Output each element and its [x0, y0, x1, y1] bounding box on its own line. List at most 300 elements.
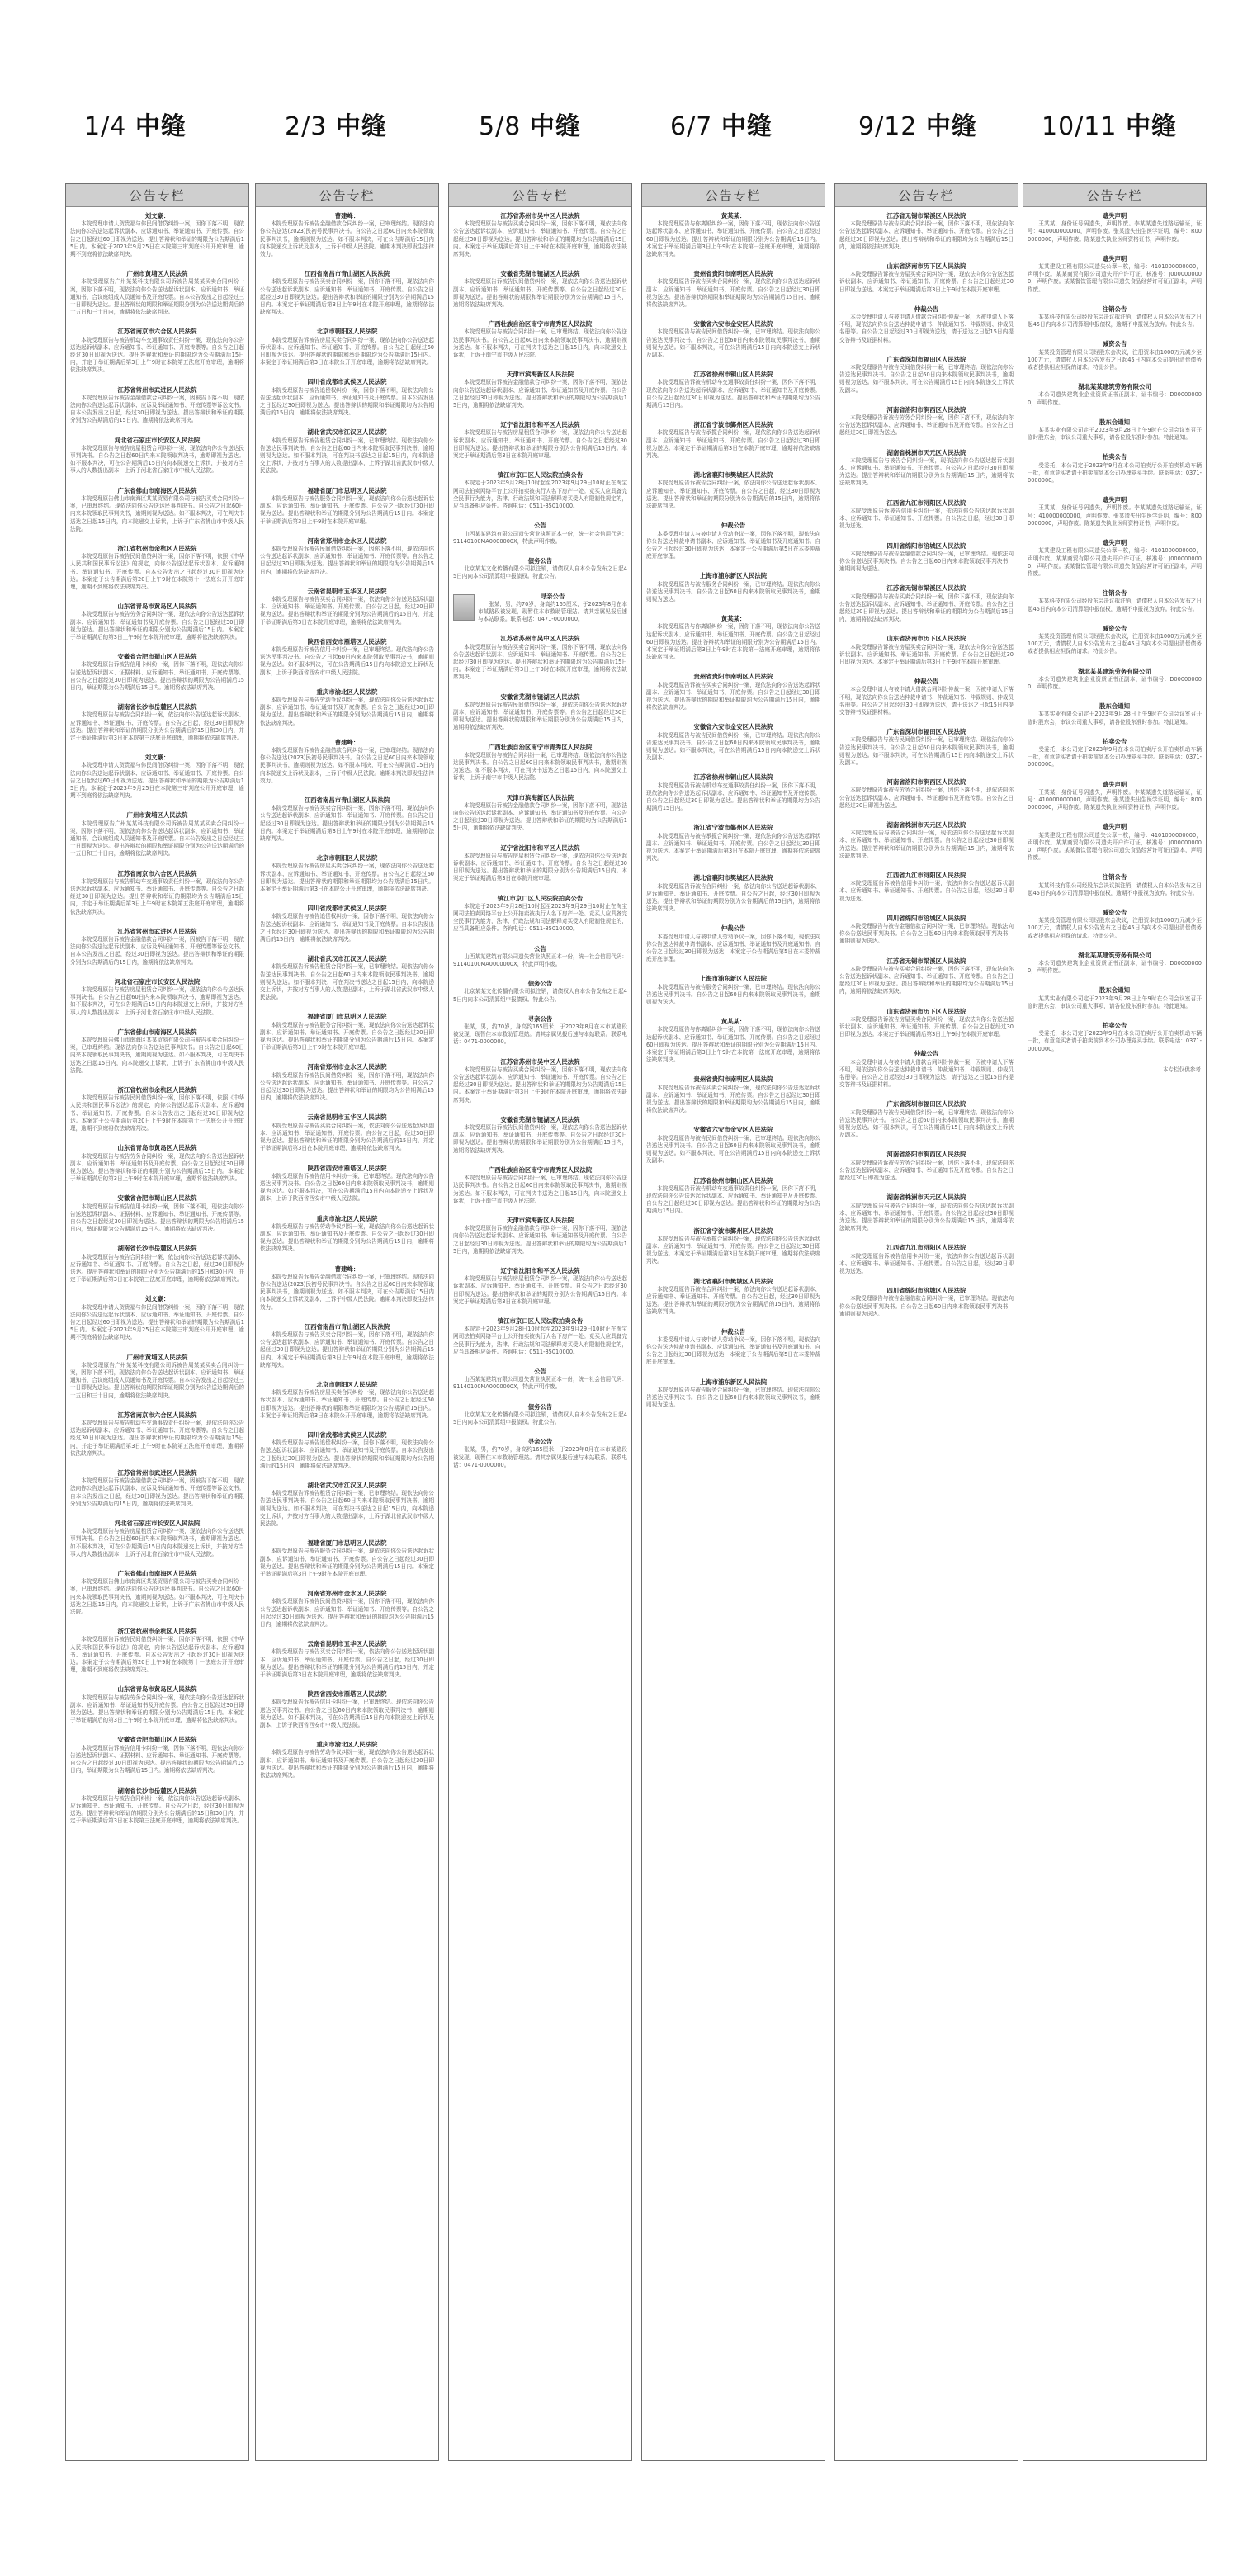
notice-column-3 [448, 183, 632, 2461]
notice-item [839, 1100, 1014, 1139]
notice-item [646, 874, 820, 913]
notice-body: 本公司遗失建筑业企业资质证书正副本，证书编号：D000000000，声明作废。 [1028, 675, 1202, 690]
notice-item [260, 328, 434, 366]
notice-body: 本院受理原告与被告房屋租赁合同纠纷一案，现依法向你公告送达起诉状副本、应诉通知书、举证通知书、开庭传票。自公告之日起经过30日即视为送达。提出答辩状和举证的期限分别为公告期满后15日内。本案定于举证期满后第3日在本院开庭审理。 [453, 429, 627, 460]
notice-title: 湖南省长沙市岳麓区人民法院 [117, 1245, 197, 1253]
notice-item [646, 615, 820, 661]
notice-title: 上海市浦东新区人民法院 [699, 572, 768, 580]
notice-title: 湖南省株洲市天元区人民法院 [886, 1193, 966, 1202]
notice-item [646, 572, 820, 603]
notice-body: 本院受理原告诉被告金融借款合同纠纷一案，因被告下落不明，现依法向你公告送达起诉状副本、应诉及举证通知书、开庭传票等诉讼文书。自本公告发出之日起，经过30日即视为送达。提出答辩状和举证的期限分别为公告期满后的15日内，逾期将依法缺席判决。 [70, 1477, 244, 1507]
notice-title: 江苏省常州市武进区人民法院 [117, 927, 197, 935]
notice-item [839, 1050, 1014, 1089]
notice-item [260, 796, 434, 843]
notice-item [646, 320, 820, 359]
notice-body: 某某科技有限公司经股东会决议拟注销，请债权人自本公告发布之日起45日内向本公司清算组申报债权，逾期不申报视为放弃。特此公告。 [1028, 882, 1202, 896]
notice-body: 本院受理原告诉被告民间借贷纠纷一案，因你下落不明，依照《中华人民共和国民事诉讼法》的规定，向你公告送达起诉状副本、应诉通知书、举证通知书、开庭传票。自本公告发出之日起经过30日即视为送达。本案定于公告期满后第20日上午9时在本院第十一法庭公开开庭审理，逾期不到庭将依法缺席判决。 [70, 553, 244, 590]
notice-body: 本院定于2023年9月28日10时起至2023年9月29日10时止在淘宝网司法拍卖网络平台上公开拍卖被执行人名下房产一处。竞买人应具备完全民事行为能力，法律、行政法规和司法解释对买受人有限制性规定的，应当具备相应条件。咨询电话：0511-85010000。 [453, 1326, 627, 1355]
notice-title: 云南省昆明市五华区人民法院 [307, 1640, 387, 1648]
notice-item [646, 824, 820, 863]
notice-body: 本院受理原告诉被告民间借贷纠纷一案，现依法向你公告送达起诉状副本、应诉通知书、举证通知书、开庭传票等。自公告之日起经过30日即视为送达。提出答辩状的期限和举证期限分别为公告期满后15日内，逾期将依法缺席判决。 [453, 701, 627, 731]
notice-item [1028, 1022, 1202, 1053]
notice-title: 上海市浦东新区人民法院 [699, 975, 768, 983]
notice-title: 江西省九江市浔阳区人民法院 [886, 499, 966, 507]
notice-item [453, 1058, 627, 1104]
notice-body: 本院受理原告诉被告合同纠纷一案，依法向你公告送达起诉状副本、应诉通知书、举证通知书、开庭传票。自公告之日起，经过30日即视为送达。提出答辩状和举证的期限分别为公告期满后的15日内，逾期将依法缺席判决。 [646, 480, 820, 510]
notice-title: 贵州省贵阳市南明区人民法院 [693, 270, 773, 278]
notice-item [70, 1295, 244, 1341]
notice-item [646, 975, 820, 1006]
notice-body: 本院受理原告与被告服务合同纠纷一案，现依法向你公告送达起诉状副本、应诉通知书、举证通知书、开庭传票。自公告之日起经过30日即视为送达。提出答辩状和举证的期限分别为公告期满后15日内。本案定于举证期满后第3日上午9时在本院开庭审理。 [260, 1021, 434, 1052]
notice-body: 受委托，本公司定于2023年9月在本公司拍卖厅公开拍卖机动车辆一批，有意竞买者请于拍卖前到本公司办理竞买手续。联系电话：0371-0000000。 [1028, 745, 1202, 768]
notice-body: 山西某某建筑有限公司遗失营业执照正本一份，统一社会信用代码：91140100MA0000000X，特此声明作废。 [453, 952, 627, 968]
notice-body: 本院受理原告诉被告金融借款合同纠纷一案，因你下落不明，现依法向你公告送达起诉状副本、应诉通知书、举证通知书及开庭传票。自公告之日起经过30日即视为送达。提出答辩状和举证的期限均为公告期满后15日内，逾期将依法缺席判决。 [453, 801, 627, 832]
notice-title: 安徽省六安市金安区人民法院 [693, 320, 773, 328]
notice-item [1028, 702, 1202, 726]
notice-body: 本院受理原告与被告合同纠纷一案，现依法向你公告送达起诉状副本、应诉通知书、举证通知书、开庭传票。自公告之日起经过30日即视为送达。提出答辩状和举证的期限分别为公告期满后15日内，逾期将依法缺席判决。 [839, 456, 1014, 487]
column-header: 公告专栏 [449, 184, 631, 207]
notice-body: 本院受理原告与被告买卖合同纠纷一案，依法向你公告送达起诉状副本、应诉通知书、举证通知书、开庭传票。自公告之日起，经过30日即视为送达。提出答辩状和举证的期限分别为公告期满后的15日内，并定于举证期满后第3日在本院开庭审理，逾期将依法缺席判决。 [260, 1122, 434, 1152]
notice-title: 仲裁公告 [721, 1327, 746, 1335]
notice-item [70, 1570, 244, 1616]
notice-body: 本院受理原告与被告合同纠纷一案，依法向你公告送达起诉状副本、应诉通知书、举证通知书、开庭传票。自公告之日起，经过30日即视为送达。提出答辩状和举证的期限分别为公告期满后的15日和30日内，并定于举证期满后第3日在本院第三法庭开庭审理，逾期将依法缺席判决。 [70, 711, 244, 741]
notice-item [260, 1323, 434, 1369]
notice-title: 贵州省贵阳市南明区人民法院 [693, 673, 773, 681]
notice-title: 公告 [534, 944, 546, 952]
notice-title: 安徽省芜湖市镜湖区人民法院 [500, 692, 580, 701]
notice-title: 浙江省宁波市鄞州区人民法院 [693, 421, 773, 429]
notice-body: 本院受理原告与被告买卖合同纠纷一案，因你下落不明，现依法向你公告送达起诉状副本、应诉通知书、举证通知书、开庭传票。自公告之日起经过30日即视为送达。提出答辩状和举证的期限分别为公告期满后15日内。本案定于举证期满后第3日上午9时在本院开庭审理，逾期将依法缺席判决。 [260, 805, 434, 842]
notice-body: 本院受理原告佛山市南海区某某贸易有限公司与被告买卖合同纠纷一案，已审理终结。现依法向你公告送达民事判决书。自公告之日起60日内来本院领取民事判决书，逾期则视为送达。如不服本判决，可在判决书送达之日起15日内，向本院递交上诉状，上诉于广东省佛山市中级人民法院。 [70, 1037, 244, 1074]
notice-body: 本院受理原告诉被告金融借款合同纠纷一案，已审理终结。现依法向你公告送达(2023)民初号民事判决书。自公告之日起60日内来本院领取民事判决书，逾期则视为送达。如不服本判决，可在公告期满后15日内向本院递交上诉状及副本，上诉于中级人民法院。逾期本判决即发生法律效力。 [260, 746, 434, 784]
notice-title: 湖北省武汉市江汉区人民法院 [307, 428, 387, 437]
notice-body: 本院受理原告与被告劳务合同纠纷一案，现依法向你公告送达起诉状副本、应诉通知书、举证通知书及开庭传票。自公告之日起经过30日即视为送达。提出答辩状和举证的期限分别为公告期满后15日内。本案定于举证期满后的第3日上午9时在本院开庭审理，逾期将依法缺席判决。 [70, 611, 244, 640]
notice-item [260, 378, 434, 417]
notice-body: 本院受理原告诉被告信用卡纠纷一案，因你下落不明，现依法向你公告送达起诉状副本、证据材料、应诉通知书、举证通知书、开庭传票等。自公告之日起经过30日即视为送达。提出答辩状的期限为公告期满后15日内，举证期限为公告期满后15日内。逾期将依法缺席判决。 [70, 661, 244, 691]
notice-body: 本院受理原告诉被告金融借款合同纠纷一案，已审理终结。现依法向你公告送达(2023)民初号民事判决书。自公告之日起60日内来本院领取民事判决书，逾期则视为送达。如不服本判决，可在公告期满后15日内向本院递交上诉状及副本，上诉于中级人民法院。逾期本判决即发生法律效力。 [260, 1273, 434, 1311]
notice-title: 安徽省六安市金安区人民法院 [693, 1126, 773, 1134]
notice-body: 山西某某建筑有限公司遗失营业执照正本一份，统一社会信用代码：91140100MA0000000X，特此声明作废。 [453, 530, 627, 545]
notice-body: 本会受理申请人与被申请人借款合同纠纷仲裁一案，因被申请人下落不明，现依法向你公告送达仲裁申请书、仲裁通知书、仲裁规则、仲裁员名册等。自公告之日起经过30日即视为送达，请于送达之日起15日内提交答辩书及证据材料。 [839, 686, 1014, 716]
notice-item [70, 1245, 244, 1283]
notice-title: 四川省绵阳市涪城区人民法院 [886, 1287, 966, 1295]
notice-item [453, 1116, 627, 1155]
notice-title: 江苏省苏州市吴中区人民法院 [500, 212, 580, 220]
notice-item [839, 542, 1014, 574]
notice-title: 天津市滨海新区人民法院 [506, 1216, 574, 1224]
notice-title: 江苏省南京市六合区人民法院 [117, 869, 197, 877]
notice-item [70, 1028, 244, 1075]
notice-item [70, 545, 244, 591]
notice-body: 本会受理申请人与被申请人借款合同纠纷仲裁一案，因被申请人下落不明，现依法向你公告送达仲裁申请书、仲裁通知书、仲裁规则、仲裁员名册等。自公告之日起经过30日即视为送达，请于送达之日起15日内提交答辩书及证据材料。 [839, 1058, 1014, 1089]
notice-item [260, 270, 434, 316]
notice-item [453, 844, 627, 883]
column-label-4: 6/7 中缝 [670, 112, 773, 141]
notice-item [646, 212, 820, 258]
notice-title: 浙江省杭州市余杭区人民法院 [117, 544, 197, 552]
notice-title: 公告 [534, 1367, 546, 1375]
notice-title: 江西省南昌市青山湖区人民法院 [304, 270, 390, 278]
notice-title: 山东省济南市历下区人民法院 [886, 635, 966, 643]
notice-item [453, 1166, 627, 1205]
notice-title: 山东省济南市历下区人民法院 [886, 1007, 966, 1015]
notice-item [839, 872, 1014, 903]
notice-item [1028, 453, 1202, 484]
notice-title: 安徽省合肥市蜀山区人民法院 [117, 1194, 197, 1203]
notice-body: 本院受理原告诉被告信用卡纠纷一案，已审理终结。现依法向你公告送达民事判决书。自公告之日起60日内来本院领取民事判决书，逾期则视为送达。如不服本判决，可在公告期满后15日内向本院递交上诉状及副本，上诉于陕西省西安市中级人民法院。 [260, 645, 434, 676]
notice-item [839, 1287, 1014, 1318]
notice-body: 本院受理原告诉被告劳务合同纠纷一案，因你下落不明，现依法向你公告送达起诉状副本、应诉通知书、举证通知书及开庭传票。自公告之日起经过30日即视为送达。 [839, 414, 1014, 437]
notice-item [453, 794, 627, 833]
notice-item [70, 386, 244, 425]
notice-body: 本院受理原告与被告合同纠纷一案，现依法向你公告送达起诉状副本、应诉通知书、举证通知书、开庭传票。自公告之日起经过30日即视为送达。提出答辩状和举证的期限分别为公告期满后15日内，逾期将依法缺席判决。 [839, 830, 1014, 859]
notice-item [260, 1265, 434, 1312]
notice-title: 江苏省南京市六合区人民法院 [117, 1411, 197, 1419]
notice-item [260, 955, 434, 1001]
notice-title: 江西省南昌市青山湖区人民法院 [304, 796, 390, 804]
notice-body: 本院受理原告诉被告劳务合同纠纷一案，因你下落不明，现依法向你公告送达起诉状副本、应诉通知书、举证通知书及开庭传票。自公告之日起经过30日即视为送达。 [839, 787, 1014, 809]
notice-item [839, 356, 1014, 395]
notice-body: 本院受理原告诉被告买卖合同纠纷一案，现依法向你公告送达起诉状副本、应诉通知书、举证通知书、开庭传票。自公告之日起经过30日即视为送达。提出答辩状的期限和举证期限均为公告期满后15日内，逾期将依法缺席判决。 [646, 278, 820, 309]
notice-item [1028, 418, 1202, 442]
notice-title: 浙江省宁波市鄞州区人民法院 [693, 1227, 773, 1235]
notice-title: 广西壮族自治区南宁市青秀区人民法院 [488, 743, 593, 751]
notice-item [453, 212, 627, 258]
notice-item [646, 723, 820, 762]
notice-body: 本院受理原告与被告承揽合同纠纷一案，现依法向你公告送达起诉状副本、应诉通知书、举证通知书、开庭传票。自公告之日起经过30日即视为送达。本案定于举证期满后第3日在本院开庭审理，逾期将依法缺席判决。 [646, 1235, 820, 1265]
notice-title: 公告 [534, 522, 546, 530]
notice-title: 减资公告 [1102, 340, 1127, 348]
notice-title: 河北省石家庄市长安区人民法院 [114, 1520, 201, 1528]
notice-title: 仲裁公告 [914, 678, 939, 686]
notice-title: 减资公告 [1102, 909, 1127, 916]
notice-body: 本院受理原告诉被告信用卡纠纷一案，已审理终结。现依法向你公告送达民事判决书。自公告之日起60日内来本院领取民事判决书，逾期则视为送达。如不服本判决，可在公告期满后15日内向本院递交上诉状及副本，上诉于陕西省西安市中级人民法院。 [260, 1172, 434, 1203]
notice-body: 本院受理原告诉被告机动车交通事故责任纠纷一案，因你下落不明，现依法向你公告送达起诉状副本、应诉通知书、举证通知书及开庭传票。自公告之日起经过30日即视为送达。提出答辩状和举证的期限均为公告期满后15日内。 [646, 1184, 820, 1215]
notice-item [260, 688, 434, 727]
notice-body: 本会受理申请人与被申请人借款合同纠纷仲裁一案，因被申请人下落不明，现依法向你公告送达仲裁申请书、仲裁通知书、仲裁规则、仲裁员名册等。自公告之日起经过30日即视为送达，请于送达之日起15日内提交答辩书及证据材料。 [839, 314, 1014, 343]
notice-title: 曹建峰： [334, 212, 360, 220]
notice-body: 本院受理原告佛山市南海区某某贸易有限公司与被告买卖合同纠纷一案，已审理终结。现依法向你公告送达民事判决书。自公告之日起60日内来本院领取民事判决书，逾期则视为送达。如不服本判决，可在判决书送达之日起15日内，向本院递交上诉状，上诉于广东省佛山市中级人民法院。 [70, 494, 244, 532]
notice-body: 本院受理原告与你离婚纠纷一案，因你下落不明，现依法向你公告送达起诉状副本、应诉通知书、举证通知书、开庭传票。自公告之日起经过60日即视为送达。提出答辩状和举证的期限分别为公告期满后15日内。本案定于举证期满后第3日上午9时在本院第一法庭开庭审理，逾期将依法缺席判决。 [646, 623, 820, 661]
notice-title: 辽宁省沈阳市和平区人民法院 [500, 1266, 580, 1274]
notice-title: 股东会通知 [1099, 702, 1130, 711]
notice-title: 债务公告 [527, 1402, 553, 1411]
notice-item [1028, 781, 1202, 812]
notice-body: 本院受理申请人贺贵福与你民间借贷纠纷一案，因你下落不明，现依法向你公告送达起诉状副本、应诉通知书、举证通知书、开庭传票。自公告之日起经过60日即视为送达。提出答辩状和举证的期限为公告期满后15日内。本案定于2023年9月25日在本院第三审判庭公开开庭审理，逾期不到庭将依法缺席判决。 [70, 1303, 244, 1341]
notice-item [70, 1411, 244, 1458]
notice-item [70, 212, 244, 258]
notice-item [839, 678, 1014, 716]
notice-item [1028, 668, 1202, 692]
notice-title: 安徽省芜湖市镜湖区人民法院 [500, 1115, 580, 1123]
notice-title: 四川省成都市武侯区人民法院 [307, 378, 387, 386]
notice-body: 本院受理原告与被告买卖合同纠纷一案，因你下落不明，现依法向你公告送达起诉状副本、应诉通知书、举证通知书、开庭传票。自公告之日起经过30日即视为送达。提出答辩状和举证的期限均为公告期满后15日内，逾期将依法缺席判决。 [839, 965, 1014, 995]
notice-item [260, 638, 434, 677]
notice-title: 重庆市渝北区人民法院 [316, 1214, 378, 1222]
notice-title: 广东省佛山市南海区人民法院 [117, 486, 197, 494]
notice-item [260, 1539, 434, 1578]
notice-title: 河北省石家庄市长安区人民法院 [114, 436, 201, 444]
notice-title: 河南省郑州市金水区人民法院 [307, 536, 387, 545]
notice-title: 曹建峰： [334, 738, 360, 746]
notice-body: 本院受理原告与被告民间借贷纠纷一案，已审理终结。现依法向你公告送达民事判决书。自公告之日起60日内来本院领取民事判决书，逾期则视为送达。如不服本判决，可在公告期满后15日内向本院递交上诉状及副本。 [839, 1108, 1014, 1139]
notice-title: 山东省青岛市黄岛区人民法院 [117, 1685, 197, 1694]
notice-title: 江苏省徐州市铜山区人民法院 [693, 773, 773, 782]
notice-item [1028, 909, 1202, 940]
notice-title: 仲裁公告 [914, 1050, 939, 1058]
notice-item [1028, 212, 1202, 243]
notice-item [453, 557, 627, 581]
notice-body: 本院受理原告与被告合同纠纷一案，依法向你公告送达起诉状副本、应诉通知书、举证通知书、开庭传票。自公告之日起，经过30日即视为送达。提出答辩状和举证的期限分别为公告期满后的15日和30日内，并定于举证期满后第3日在本院第三法庭开庭审理，逾期将依法缺席判决。 [70, 1253, 244, 1283]
column-header: 公告专栏 [1023, 184, 1206, 207]
notice-title: 刘文豪： [144, 754, 170, 762]
portrait-photo [453, 594, 475, 621]
notice-item [1028, 986, 1202, 1010]
notice-item [453, 522, 627, 546]
notice-item [260, 1431, 434, 1470]
notice-body: 某某实业有限公司定于2023年9月28日上午9时在公司会议室召开临时股东会，审议公司重大事项，请各位股东准时参加。特此通知。 [1028, 427, 1202, 442]
notice-title: 广东省深圳市福田区人民法院 [886, 1100, 966, 1108]
notice-body: 某某科技有限公司经股东会决议拟注销，请债权人自本公告发布之日起45日内向本公司清算组申报债权，逾期不申报视为放弃。特此公告。 [1028, 314, 1202, 328]
notice-title: 福建省厦门市思明区人民法院 [307, 486, 387, 494]
notice-item [646, 1177, 820, 1216]
notice-body: 某某建设工程有限公司遗失公章一枚，编号：4101000000000，声明作废。某某商贸有限公司遗失开户许可证，核准号：J0000000000，声明作废。某某餐饮管理有限公司遗失食品经营许可证正副本，声明作废。 [1028, 263, 1202, 293]
notice-body: 本院受理原告诉被告信用卡纠纷一案，依法向你公告送达起诉状副本、应诉通知书、举证通知书、开庭传票。自公告之日起，经过30日即视为送达。 [839, 880, 1014, 902]
notice-item [453, 693, 627, 732]
notice-body: 本院受理原告与被告承揽合同纠纷一案，现依法向你公告送达起诉状副本、应诉通知书、举证通知书、开庭传票。自公告之日起经过30日即视为送达。本案定于举证期满后第3日在本院开庭审理，逾期将依法缺席判决。 [646, 832, 820, 863]
notice-title: 江西省南昌市青山湖区人民法院 [304, 1322, 390, 1331]
notice-item [70, 603, 244, 641]
notice-item [260, 1215, 434, 1254]
notice-title: 辽宁省沈阳市和平区人民法院 [500, 421, 580, 429]
notice-title: 福建省厦门市思明区人民法院 [307, 1013, 387, 1021]
notice-body: 本院受理原告与被告买卖合同纠纷一案，因你下落不明，现依法向你公告送达起诉状副本、应诉通知书、举证通知书、开庭传票。自公告之日起经过30日即视为送达。提出答辩状和举证的期限均为公告期满后15日内，逾期将依法缺席判决。 [839, 220, 1014, 250]
notice-body: 本院受理原告广州某某科技有限公司诉被告周某某买卖合同纠纷一案，因你下落不明，现依法向你公告送达起诉状副本、应诉通知书、举证通知书、合议庭组成人员通知书及开庭传票。自本公告发出之日起经过三十日即视为送达。提出答辩状的期限和举证期限分别为公告送达期满后的十五日和三十日内，逾期将依法缺席判决。 [70, 820, 244, 858]
notice-column-2 [255, 183, 439, 2461]
notice-item [453, 1438, 627, 1469]
notice-body: 本院受理原告诉被告买卖合同纠纷一案，现依法向你公告送达起诉状副本、应诉通知书、举证通知书、开庭传票。自公告之日起经过30日即视为送达。提出答辩状的期限和举证期限均为公告期满后15日内，逾期将依法缺席判决。 [646, 681, 820, 711]
notice-item [646, 1278, 820, 1316]
notice-body: 本院受理申请人贺贵福与你民间借贷纠纷一案，因你下落不明，现依法向你公告送达起诉状副本、应诉通知书、举证通知书、开庭传票。自公告之日起经过60日即视为送达。提出答辩状和举证的期限为公告期满后15日内。本案定于2023年9月25日在本院第三审判庭公开开庭审理，逾期不到庭将依法缺席判决。 [70, 762, 244, 800]
notice-body: 本院受理原告与被告房屋租赁合同纠纷一案，现依法向你公告送达民事判决书。自公告之日起60日内来本院领取判决书，逾期即视为送达。如不服本判决，可在公告期满后15日内向本院递交上诉状，并按对方当事人的人数提出副本，上诉于河北省石家庄市中级人民法院。 [70, 444, 244, 475]
notice-title: 江苏省徐州市铜山区人民法院 [693, 371, 773, 379]
notice-title: 刘文豪： [144, 212, 170, 220]
notice-title: 镇江市京口区人民法院拍卖公告 [497, 894, 584, 902]
notice-title: 遗失声明 [1102, 496, 1127, 504]
notice-title: 重庆市渝北区人民法院 [316, 688, 378, 696]
notice-item [453, 471, 627, 510]
notice-item [260, 854, 434, 893]
notice-item [839, 406, 1014, 437]
notice-title: 黄某某： [721, 615, 746, 623]
notice-title: 债务公告 [527, 980, 553, 988]
notice-item [260, 428, 434, 475]
notice-title: 注销公告 [1102, 589, 1127, 598]
notice-title: 江苏省无锡市梁溪区人民法院 [886, 212, 966, 220]
notice-title: 江苏省无锡市梁溪区人民法院 [886, 584, 966, 593]
notice-title: 广州市黄埔区人民法院 [126, 811, 188, 820]
notice-item [260, 1113, 434, 1152]
notice-body: 某某科技有限公司经股东会决议拟注销，请债权人自本公告发布之日起45日内向本公司清算组申报债权，逾期不申报视为放弃。特此公告。 [1028, 598, 1202, 612]
notice-item [839, 915, 1014, 946]
notice-item [70, 487, 244, 533]
notice-item [1028, 625, 1202, 656]
notice-item [70, 437, 244, 475]
notice-body: 本院受理原告与被告买卖合同纠纷一案，因你下落不明，现依法向你公告送达起诉状副本、应诉通知书、举证通知书、开庭传票。自公告之日起经过30日即视为送达。提出答辩状和举证的期限均为公告期满后15日内，逾期将依法缺席判决。 [839, 593, 1014, 623]
notice-title: 广东省深圳市福田区人民法院 [886, 728, 966, 736]
notice-item [70, 1469, 244, 1508]
notice-body: 本院受理原告与被告民间借贷纠纷一案，已审理终结。现依法向你公告送达民事判决书。自公告之日起60日内来本院领取民事判决书，逾期则视为送达。如不服本判决，可在公告期满后15日内向本院递交上诉状及副本。 [839, 736, 1014, 766]
notice-item [1028, 255, 1202, 294]
notice-column-6 [1023, 183, 1207, 2461]
notice-column-1 [65, 183, 249, 2461]
column-header: 公告专栏 [256, 184, 438, 207]
notice-title: 拍卖公告 [1102, 1022, 1127, 1030]
notice-item [70, 270, 244, 316]
notice-title: 安徽省六安市金安区人民法院 [693, 723, 773, 731]
notice-body: 某某建设工程有限公司遗失公章一枚，编号：4101000000000，声明作废。某某商贸有限公司遗失开户许可证，核准号：J0000000000，声明作废。某某餐饮管理有限公司遗失食品经营许可证正副本，声明作废。 [1028, 831, 1202, 862]
notice-title: 仲裁公告 [914, 305, 939, 313]
notice-item [646, 773, 820, 812]
notice-body: 本院受理原告与被告民间借贷纠纷一案，已审理终结。现依法向你公告送达民事判决书。自公告之日起60日内来本院领取民事判决书，逾期则视为送达。如不服本判决，可在公告期满后15日内向本院递交上诉状及副本。 [646, 1134, 820, 1165]
notice-item [260, 1482, 434, 1528]
notice-body: 本院受理原告与被告合同纠纷一案，已审理终结。现依法向你公告送达民事判决书。自公告之日起60日内来本院领取民事判决书，逾期则视为送达。如不服本判决，可在判决书送达之日起15日内，向本院递交上诉状，上诉于南宁市中级人民法院。 [453, 328, 627, 359]
notice-item [646, 421, 820, 460]
notice-title: 广西壮族自治区南宁市青秀区人民法院 [488, 320, 593, 328]
notice-body: 本院受理原告与被告买卖合同纠纷一案，因你下落不明，现依法向你公告送达起诉状副本、应诉通知书、举证通知书、开庭传票。自公告之日起经过30日即视为送达。提出答辩状和举证的期限均为公告期满后15日内。本案定于举证期满后第3日上午9时在本院开庭审理，逾期将依法缺席判决。 [453, 1066, 627, 1104]
notice-item [70, 811, 244, 858]
notice-item [453, 1368, 627, 1392]
notice-title: 拍卖公告 [1102, 737, 1127, 745]
notice-body: 本院受理原告诉被告金融借款合同纠纷一案，因被告下落不明，现依法向你公告送达起诉状副本、应诉及举证通知书、开庭传票等诉讼文书。自本公告发出之日起，经过30日即视为送达。提出答辩状和举证的期限分别为公告期满后的15日内，逾期将依法缺席判决。 [70, 936, 244, 966]
notice-body: 本院受理原告诉被告房屋买卖合同纠纷一案，现依法向你公告送达起诉状副本、应诉通知书、举证通知书、开庭传票。自公告之日起经过60日即视为送达。提出答辩状的期限和举证期限均为公告期满后15日内。本案定于举证期满后第3日在本院公开开庭审理，逾期将依法缺席判决。 [260, 863, 434, 893]
column-label-5: 9/12 中缝 [858, 112, 977, 141]
notice-body: 本院受理原告诉被告信用卡纠纷一案，依法向你公告送达起诉状副本、应诉通知书、举证通知书、开庭传票。自公告之日起，经过30日即视为送达。 [839, 1252, 1014, 1274]
notice-title: 江苏省徐州市铜山区人民法院 [693, 1176, 773, 1184]
notice-item [839, 957, 1014, 996]
notice-body: 本院受理原告与被告房屋租赁合同纠纷一案，现依法向你公告送达民事判决书。自公告之日起60日内来本院领取判决书，逾期即视为送达。如不服本判决，可在公告期满后15日内向本院递交上诉状，并按对方当事人的人数提出副本，上诉于河北省石家庄市中级人民法院。 [70, 986, 244, 1016]
notice-item [453, 1317, 627, 1356]
notice-body: 某某建设工程有限公司遗失公章一枚，编号：4101000000000，声明作废。某某商贸有限公司遗失开户许可证，核准号：J0000000000，声明作废。某某餐饮管理有限公司遗失食品经营许可证正副本，声明作废。 [1028, 547, 1202, 577]
notice-title: 湖北省襄阳市樊城区人民法院 [693, 874, 773, 882]
notice-body: 本院受理原告与被告追偿权纠纷一案，因你下落不明，现依法向你公告送达起诉状副本、应诉通知书、举证通知书及开庭传票。自本公告发出之日起经过30日即视为送达。提出答辩状的期限和举证期限均为公告期满后的15日内，逾期将依法缺席判决。 [260, 386, 434, 417]
notice-title: 浙江省杭州市余杭区人民法院 [117, 1086, 197, 1094]
notice-title: 寻亲公告 [527, 1438, 553, 1446]
notice-item [453, 1217, 627, 1255]
notice-body: 本院受理原告诉被告民间借贷纠纷一案，现依法向你公告送达起诉状副本、应诉通知书、举证通知书、开庭传票等。自公告之日起经过30日即视为送达。提出答辩状的期限和举证期限分别为公告期满后15日内，逾期将依法缺席判决。 [453, 1124, 627, 1154]
column-label-3: 5/8 中缝 [479, 112, 581, 141]
notice-item [260, 537, 434, 576]
notice-item [1028, 383, 1202, 407]
notice-item [453, 1015, 627, 1047]
notice-item [453, 744, 627, 782]
notice-body: 本院受理原告与被告服务合同纠纷一案，已审理终结。现依法向你公告送达民事判决书。自公告之日起60日内来本院领取民事判决书，逾期则视为送达。 [646, 983, 820, 1006]
notice-title: 安徽省芜湖市镜湖区人民法院 [500, 270, 580, 278]
notice-body: 本院受理原告广州某某科技有限公司诉被告周某某买卖合同纠纷一案，因你下落不明，现依法向你公告送达起诉状副本、应诉通知书、举证通知书、合议庭组成人员通知书及开庭传票。自本公告发出之日起经过三十日即视为送达。提出答辩状的期限和举证期限分别为公告送达期满后的十五日和三十日内，逾期将依法缺席判决。 [70, 1361, 244, 1399]
notice-body: 本院受理原告诉被告房屋买卖合同纠纷一案，现依法向你公告送达起诉状副本、应诉通知书、举证通知书、开庭传票。自公告之日起经过60日即视为送达。提出答辩状的期限和举证期限均为公告期满后15日内。本案定于举证期满后第3日在本院公开开庭审理，逾期将依法缺席判决。 [260, 1389, 434, 1419]
notice-title: 湖北某某建筑劳务有限公司 [1078, 383, 1151, 391]
notice-item [839, 262, 1014, 294]
notice-body: 本院受理原告诉被告租赁合同纠纷一案，已审理终结。现依法向你公告送达民事判决书。自公告之日起60日内来本院领取民事判决书，逾期则视为送达。如不服本判决，可在判决书送达之日起15日内，向本院递交上诉状，并按对方当事人的人数提出副本，上诉于湖北省武汉市中级人民法院。 [260, 1490, 434, 1528]
notice-item [260, 1013, 434, 1052]
notice-item [1028, 738, 1202, 769]
notice-title: 江西省九江市浔阳区人民法院 [886, 872, 966, 879]
notice-title: 陕西省西安市雁塔区人民法院 [307, 1690, 387, 1699]
notice-item [839, 728, 1014, 767]
notice-body: 本院受理原告诉被告信用卡纠纷一案，因你下落不明，现依法向你公告送达起诉状副本、证据材料、应诉通知书、举证通知书、开庭传票等。自公告之日起经过30日即视为送达。提出答辩状的期限为公告期满后15日内，举证期限为公告期满后15日内。逾期将依法缺席判决。 [70, 1744, 244, 1775]
notice-item [260, 739, 434, 785]
column-body [256, 207, 438, 1780]
notice-item [453, 421, 627, 460]
notice-title: 福建省厦门市思明区人民法院 [307, 1539, 387, 1548]
notice-item [70, 870, 244, 916]
notice-body: 本院受理原告诉被告信用卡纠纷一案，已审理终结。现依法向你公告送达民事判决书。自公告之日起60日内来本院领取民事判决书，逾期则视为送达。如不服本判决，可在公告期满后15日内向本院递交上诉状及副本，上诉于陕西省西安市中级人民法院。 [260, 1699, 434, 1729]
notice-body: 本院受理申请人贺贵福与你民间借贷纠纷一案，因你下落不明，现依法向你公告送达起诉状副本、应诉通知书、举证通知书、开庭传票。自公告之日起经过60日即视为送达。提出答辩状和举证的期限为公告期满后15日内。本案定于2023年9月25日在本院第三审判庭公开开庭审理，逾期不到庭将依法缺席判决。 [70, 220, 244, 258]
notice-title: 浙江省宁波市鄞州区人民法院 [693, 824, 773, 832]
notice-body: 本院受理原告与被告民间借贷纠纷一案，已审理终结。现依法向你公告送达民事判决书。自公告之日起60日内来本院领取民事判决书，逾期则视为送达。如不服本判决，可在公告期满后15日内向本院递交上诉状及副本。 [646, 731, 820, 762]
notice-title: 河南省洛阳市涧西区人民法院 [886, 1151, 966, 1159]
column-body [66, 207, 248, 1826]
notice-title: 河北省石家庄市长安区人民法院 [114, 977, 201, 985]
notice-title: 北京市朝阳区人民法院 [316, 854, 378, 863]
notice-body: 本院受理原告与被告买卖合同纠纷一案，因你下落不明，现依法向你公告送达起诉状副本、应诉通知书、举证通知书、开庭传票。自公告之日起经过30日即视为送达。提出答辩状和举证的期限均为公告期满后15日内。本案定于举证期满后第3日上午9时在本院开庭审理，逾期将依法缺席判决。 [453, 220, 627, 258]
notice-body: 本院受理原告诉被告劳务合同纠纷一案，因你下落不明，现依法向你公告送达起诉状副本、应诉通知书、举证通知书及开庭传票。自公告之日起经过30日即视为送达。 [839, 1159, 1014, 1182]
column-header: 公告专栏 [66, 184, 248, 207]
notice-body: 本院受理原告诉被告民间借贷纠纷一案，因你下落不明，现依法向你公告送达起诉状副本、应诉通知书、举证通知书、开庭传票等。自公告之日起经过30日即视为送达。提出答辩状和举证的期限均为公告期满后15日内，逾期将依法缺席判决。 [260, 1071, 434, 1102]
notice-body: 本院受理原告广州某某科技有限公司诉被告周某某买卖合同纠纷一案，因你下落不明，现依法向你公告送达起诉状副本、应诉通知书、举证通知书、合议庭组成人员通知书及开庭传票。自本公告发出之日起经过三十日即视为送达。提出答辩状的期限和举证期限分别为公告送达期满后的十五日和三十日内，逾期将依法缺席判决。 [70, 278, 244, 316]
notice-body: 张某，男，约70岁，身高约165厘米，于2023年8月在本市某路段被发现，现暂住本市救助管理站。请其亲属见报后速与本站联系。联系电话：0471-0000000。 [453, 1023, 627, 1046]
notice-body: 本院受理原告诉被告房屋买卖合同纠纷一案，现依法向你公告送达起诉状副本、应诉通知书、举证通知书、开庭传票。自公告之日起经过60日即视为送达。提出答辩状的期限和举证期限均为公告期满后15日内。本案定于举证期满后第3日在本院公开开庭审理，逾期将依法缺席判决。 [260, 336, 434, 366]
notice-item [260, 1590, 434, 1628]
notice-item [646, 1018, 820, 1064]
notice-item [453, 1267, 627, 1306]
notice-item [70, 1736, 244, 1775]
notice-title: 山东省济南市历下区人民法院 [886, 262, 966, 271]
notice-body: 本院受理原告与被告劳务合同纠纷一案，现依法向你公告送达起诉状副本、应诉通知书、举证通知书及开庭传票。自公告之日起经过30日即视为送达。提出答辩状和举证的期限分别为公告期满后15日内。本案定于举证期满后的第3日上午9时在本院开庭审理，逾期将依法缺席判决。 [70, 1694, 244, 1724]
notice-item [70, 1787, 244, 1826]
notice-title: 天津市滨海新区人民法院 [506, 793, 574, 801]
notice-title: 北京市朝阳区人民法院 [316, 1380, 378, 1388]
notice-body: 本院受理原告与被告合同纠纷一案，已审理终结。现依法向你公告送达民事判决书。自公告之日起60日内来本院领取民事判决书，逾期则视为送达。如不服本判决，可在判决书送达之日起15日内，向本院递交上诉状，上诉于南宁市中级人民法院。 [453, 751, 627, 782]
notice-title: 黄某某： [721, 212, 746, 220]
notice-item [260, 1690, 434, 1729]
notice-item [646, 1378, 820, 1410]
notice-body: 某某投资管理有限公司经股东会决议，注册资本由1000万元减少至100万元，请债权人自本公告发布之日起45日内向本公司提出清偿债务或者提供相应担保的请求。特此公告。 [1028, 348, 1202, 371]
notice-title: 江苏省常州市武进区人民法院 [117, 1469, 197, 1477]
notice-body: 本院受理原告与被告房屋租赁合同纠纷一案，现依法向你公告送达起诉状副本、应诉通知书、举证通知书、开庭传票。自公告之日起经过30日即视为送达。提出答辩状和举证的期限分别为公告期满后15日内。本案定于举证期满后第3日在本院开庭审理。 [453, 852, 627, 882]
notice-title: 寻亲公告 [540, 592, 565, 600]
notice-body: 本院受理原告与被告买卖合同纠纷一案，因你下落不明，现依法向你公告送达起诉状副本、应诉通知书、举证通知书、开庭传票。自公告之日起经过30日即视为送达。提出答辩状和举证的期限均为公告期满后15日内。本案定于举证期满后第3日上午9时在本院开庭审理，逾期将依法缺席判决。 [453, 643, 627, 681]
notice-body: 本院受理原告与被告买卖合同纠纷一案，依法向你公告送达起诉状副本、应诉通知书、举证通知书、开庭传票。自公告之日起，经过30日即视为送达。提出答辩状和举证的期限分别为公告期满后的15日内，并定于举证期满后第3日在本院开庭审理，逾期将依法缺席判决。 [260, 595, 434, 626]
notice-item [839, 635, 1014, 666]
notice-body: 王某某，身份证号码遗失，声明作废。李某某遗失道路运输证，证号：410000000000，声明作废。张某遗失出生医学证明，编号：R000000000，声明作废。陈某遗失执业医师资格证书，声明作废。 [1028, 504, 1202, 527]
notice-item [70, 978, 244, 1017]
notice-item [70, 1685, 244, 1724]
notice-item [1028, 823, 1202, 862]
notice-item [70, 928, 244, 967]
notice-body: 张某，男，约70岁，身高约165厘米，于2023年8月在本市某路段被发现，现暂住本市救助管理站。请其亲属见报后速与本站联系。联系电话：0471-0000000。 [478, 600, 627, 623]
notice-item [646, 471, 820, 510]
notice-title: 云南省昆明市五华区人民法院 [307, 587, 387, 595]
notice-item [839, 212, 1014, 251]
notice-title: 湖南省株洲市天元区人民法院 [886, 448, 966, 456]
notice-item [839, 1151, 1014, 1182]
notice-body: 本院受理原告与你离婚纠纷一案，因你下落不明，现依法向你公告送达起诉状副本、应诉通知书、举证通知书、开庭传票。自公告之日起经过60日即视为送达。提出答辩状和举证的期限分别为公告期满后15日内。本案定于举证期满后第3日上午9时在本院第一法庭开庭审理，逾期将依法缺席判决。 [646, 220, 820, 258]
notice-item [646, 673, 820, 711]
notice-title: 湖北省武汉市江汉区人民法院 [307, 1482, 387, 1489]
notice-body: 本院受理原告诉被告金融借款合同纠纷一案，已审理终结。现依法向你公告送达(2023)民初号民事判决书。自公告之日起60日内来本院领取民事判决书，逾期则视为送达。如不服本判决，可在公告期满后15日内向本院递交上诉状及副本，上诉于中级人民法院。逾期本判决即发生法律效力。 [260, 220, 434, 258]
notice-title: 陕西省西安市雁塔区人民法院 [307, 1164, 387, 1172]
